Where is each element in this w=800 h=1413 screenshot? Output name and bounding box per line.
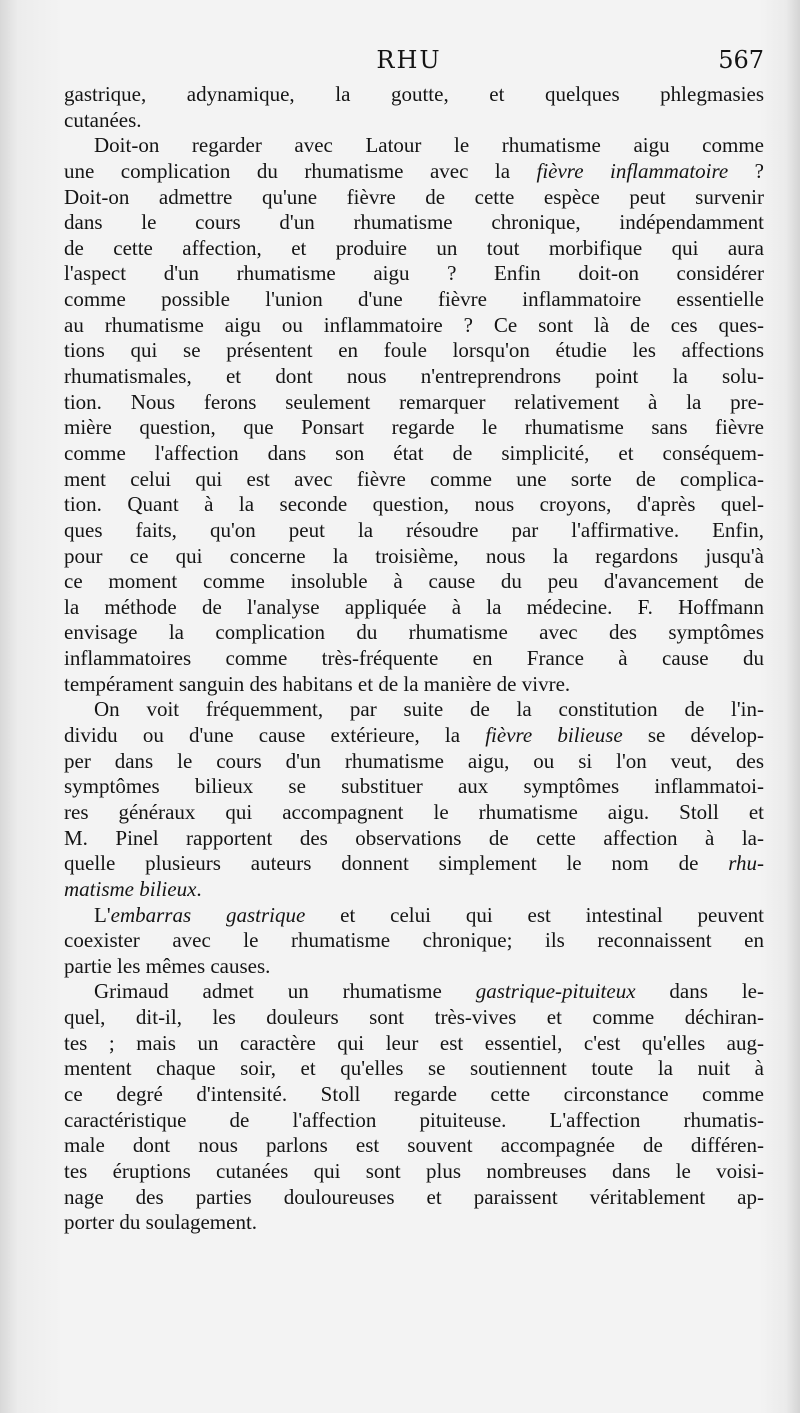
text-line: ment celui qui est avec fièvre comme une sorte de complica-: [64, 466, 764, 491]
text-line: dividu ou d'une cause extérieure, la fièvre bilieuse se dévelop-: [64, 723, 764, 748]
running-title: RHU: [376, 46, 442, 74]
text-line: quel, dit-il, les douleurs sont très-vives et comme déchiran-: [64, 1005, 764, 1030]
text-line: de cette affection, et produire un tout morbifique qui aura: [64, 235, 764, 260]
text-line: res généraux qui accompagnent le rhumatisme aigu. Stoll et: [64, 799, 764, 824]
text-line: tes éruptions cutanées qui sont plus nombreuses dans le voisi-: [64, 1158, 764, 1183]
running-head: [64, 46, 764, 82]
text-line: symptômes bilieux se substituer aux symptômes inflammatoi-: [64, 774, 764, 799]
text-line: M. Pinel rapportent des observations de cette affection à la-: [64, 825, 764, 850]
text-line: Grimaud admet un rhumatisme gastrique-pituiteux dans le-: [94, 979, 764, 1004]
text-line: pour ce qui concerne la troisième, nous la regardons jusqu'à: [64, 543, 764, 568]
text-line: envisage la complication du rhumatisme avec des symptômes: [64, 620, 764, 645]
text-line: matisme bilieux.: [64, 876, 202, 901]
text-line: rhumatismales, et dont nous n'entreprendrons point la solu-: [64, 364, 764, 389]
text-line: ce moment comme insoluble à cause du peu d'avancement de: [64, 569, 764, 594]
text-line: male dont nous parlons est souvent accompagnée de différen-: [64, 1133, 764, 1158]
text-line: quelle plusieurs auteurs donnent simplement le nom de rhu-: [64, 851, 764, 876]
text-line: mière question, que Ponsart regarde le rhumatisme sans fièvre: [64, 415, 764, 440]
text-line: une complication du rhumatisme avec la fièvre inflammatoire ?: [64, 158, 764, 183]
text-line: au rhumatisme aigu ou inflammatoire ? Ce sont là de ces ques-: [64, 312, 764, 337]
text-line: ques faits, qu'on peut la résoudre par l'affirmative. Enfin,: [64, 517, 764, 542]
text-line: Doit-on regarder avec Latour le rhumatisme aigu comme: [94, 133, 764, 158]
text-line: caractéristique de l'affection pituiteuse. L'affection rhumatis-: [64, 1107, 764, 1132]
text-line: comme possible l'union d'une fièvre inflammatoire essentielle: [64, 287, 764, 312]
text-line: per dans le cours d'un rhumatisme aigu, ou si l'on veut, des: [64, 748, 764, 773]
text-line: inflammatoires comme très-fréquente en France à cause du: [64, 646, 764, 671]
text-line: nage des parties douloureuses et paraissent véritablement ap-: [64, 1184, 764, 1209]
text-line: porter du soulagement.: [64, 1210, 258, 1235]
text-line: dans le cours d'un rhumatisme chronique, indépendamment: [64, 210, 764, 235]
text-line: tions qui se présentent en foule lorsqu'on étudie les affections: [64, 338, 764, 363]
text-line: tes ; mais un caractère qui leur est essentiel, c'est qu'elles aug-: [64, 1030, 764, 1055]
text-line: mentent chaque soir, et qu'elles se soutiennent toute la nuit à: [64, 1056, 764, 1081]
page-number: 567: [718, 46, 764, 74]
text-line: Doit-on admettre qu'une fièvre de cette espèce peut survenir: [64, 184, 764, 209]
text-line: gastrique, adynamique, la goutte, et quelques phlegmasies: [64, 82, 764, 106]
text-line: cutanées.: [64, 107, 142, 132]
text-line: On voit fréquemment, par suite de la constitution de l'in-: [94, 697, 764, 722]
text-line: partie les mêmes causes.: [64, 953, 271, 978]
text-body: [64, 82, 764, 1236]
text-line: l'aspect d'un rhumatisme aigu ? Enfin doit-on considérer: [64, 261, 764, 286]
text-line: tempérament sanguin des habitans et de la manière de vivre.: [64, 671, 571, 696]
text-line: tion. Quant à la seconde question, nous croyons, d'après quel-: [64, 492, 764, 517]
text-line: coexister avec le rhumatisme chronique; ils reconnaissent en: [64, 928, 764, 953]
text-line: la méthode de l'analyse appliquée à la médecine. F. Hoffmann: [64, 594, 764, 619]
text-line: tion. Nous ferons seulement remarquer relativement à la pre-: [64, 389, 764, 414]
text-line: L'embarras gastrique et celui qui est intestinal peuvent: [94, 902, 764, 927]
text-line: comme l'affection dans son état de simplicité, et conséquem-: [64, 440, 764, 465]
text-line: ce degré d'intensité. Stoll regarde cette circonstance comme: [64, 1081, 764, 1106]
